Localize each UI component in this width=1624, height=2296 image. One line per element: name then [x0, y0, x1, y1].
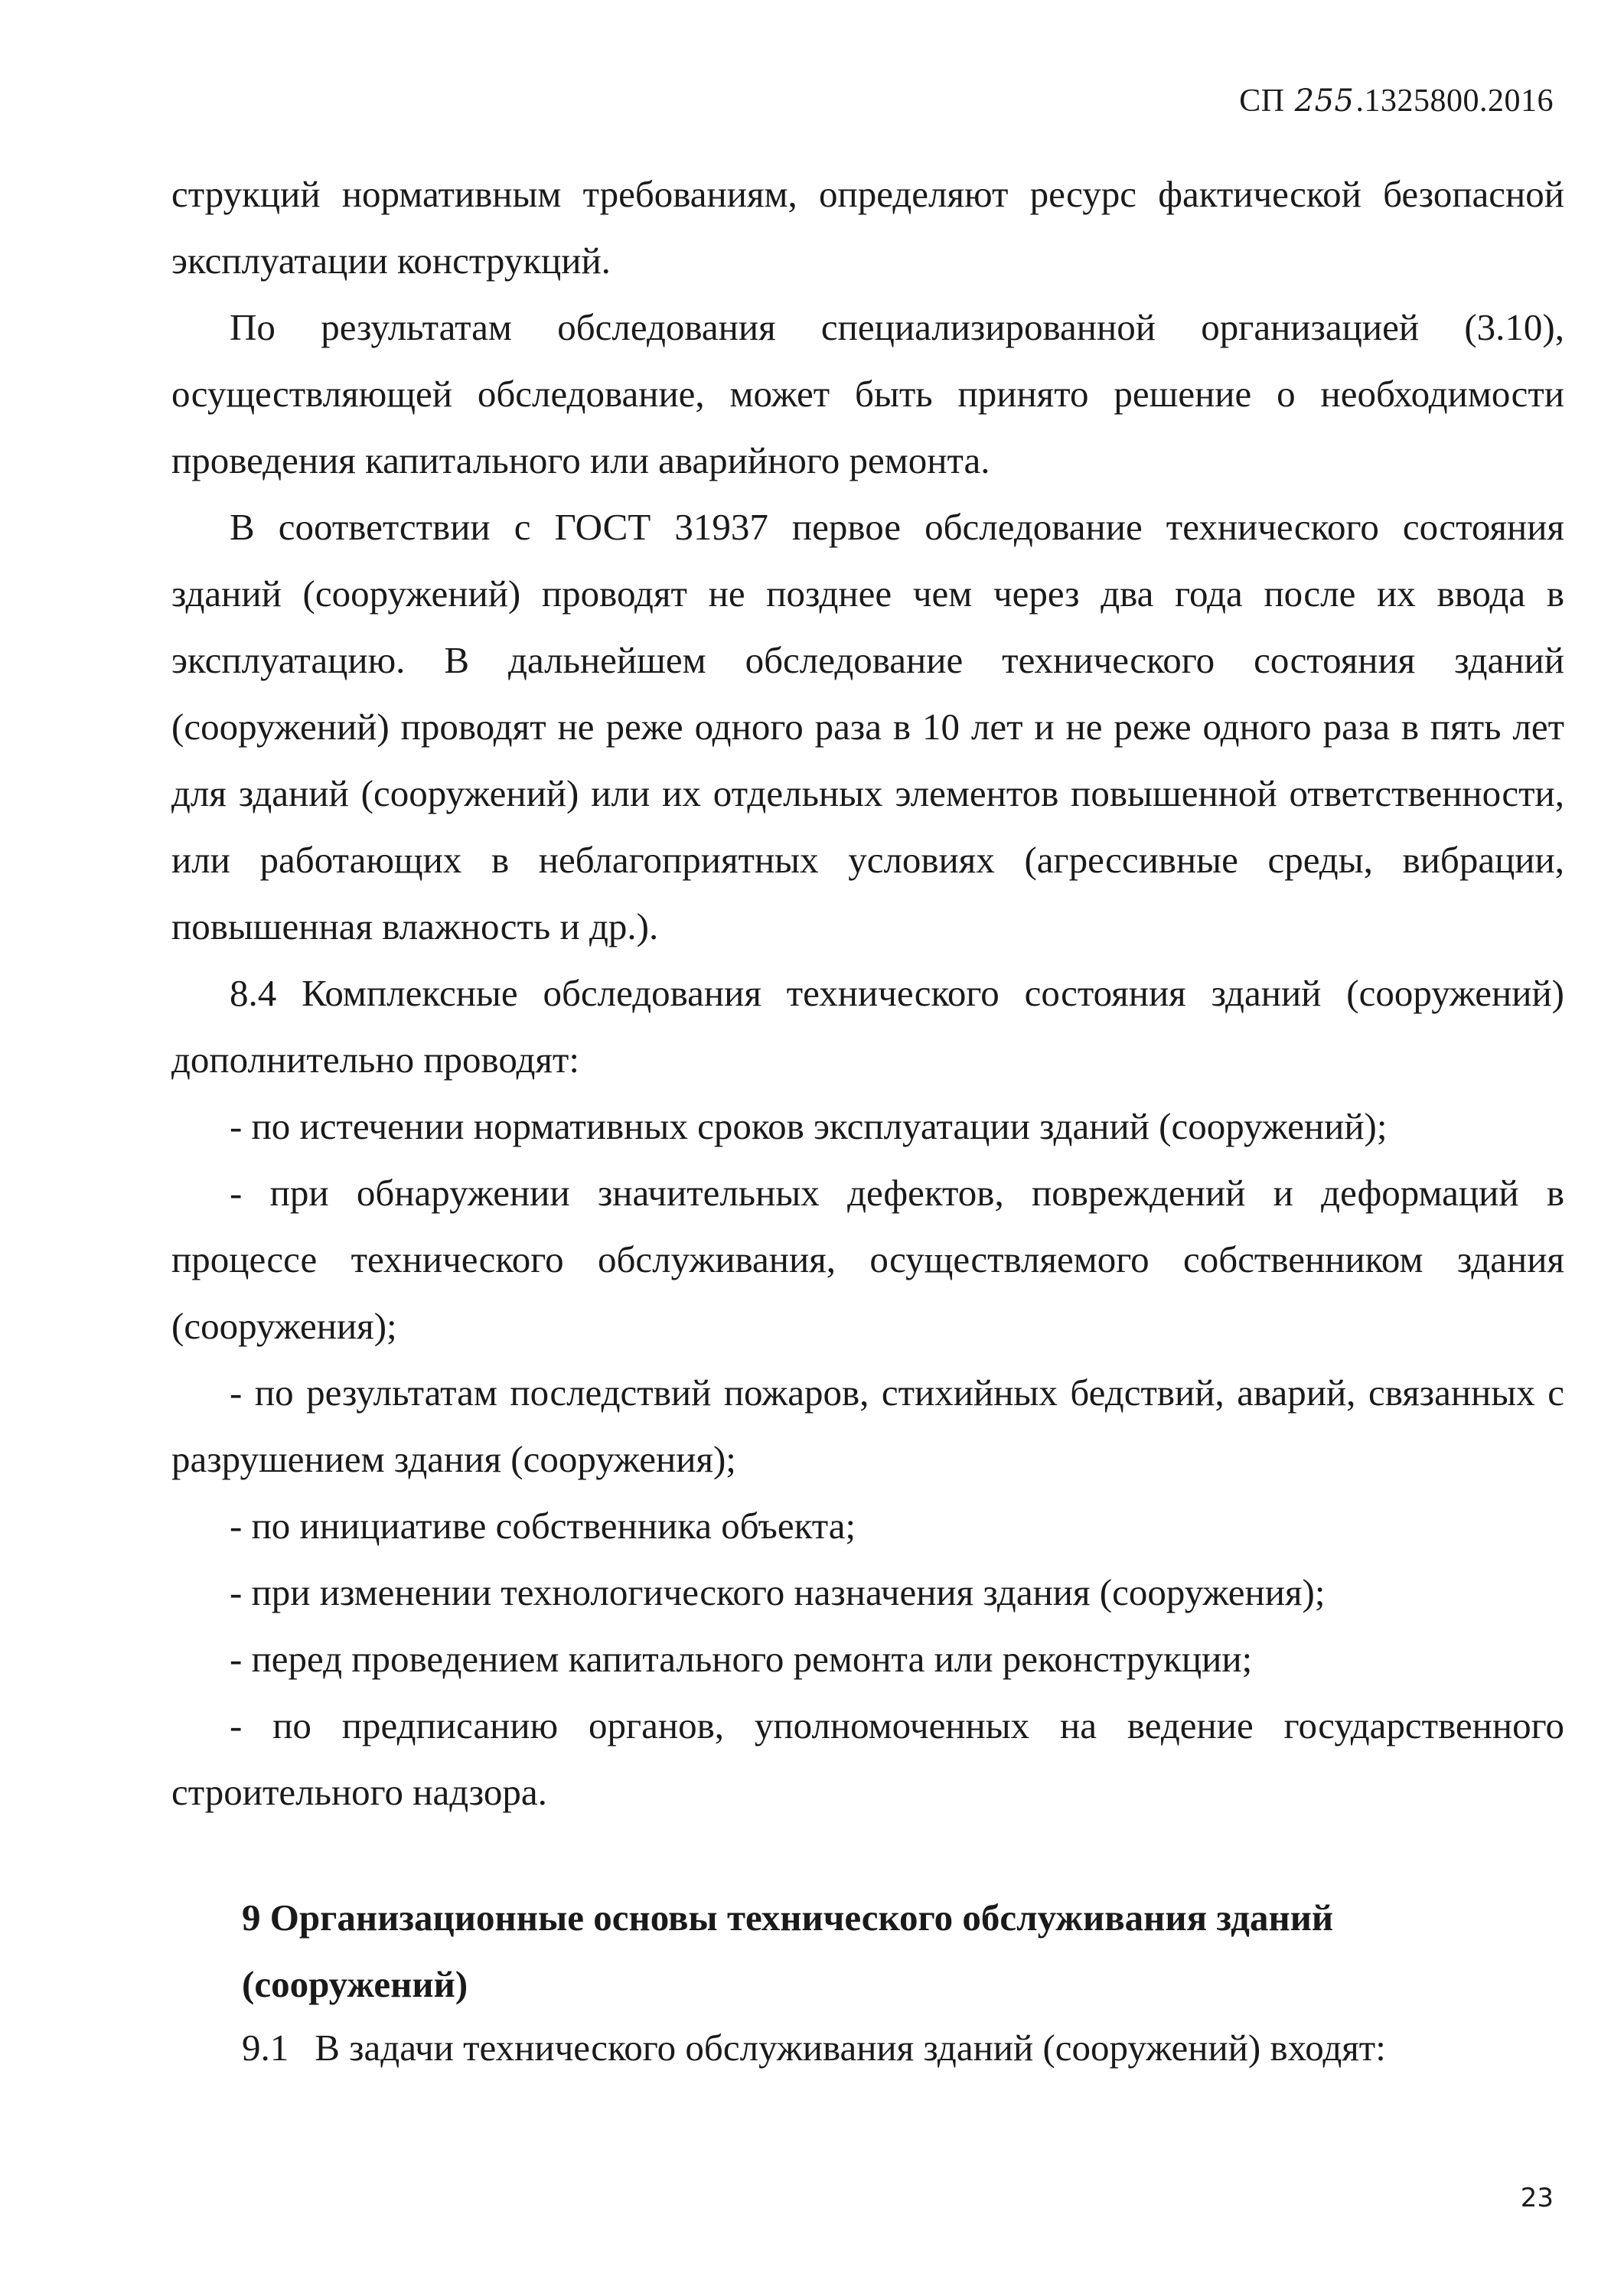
list-item: - при изменении технологического назначения здания (сооружения); [230, 1571, 1326, 1613]
list-item: - по истечении нормативных сроков эксплуатации зданий (сооружений); [230, 1105, 1388, 1147]
clause-text: В задачи технического обслуживания зданий (сооружений) входят: [315, 2027, 1386, 2069]
list-item: - по результатам последствий пожаров, стихийных бедствий, аварий, связанных с разрушением здания (сооружения); [171, 1371, 1564, 1480]
paragraph-8-4: 8.4 Комплексные обследования технического состояния зданий (сооружений) дополнительно проводят: [171, 972, 1564, 1081]
list-item: - по предписанию органов, уполномоченных на ведение государственного строительного надзора. [171, 1704, 1564, 1813]
page-number: 23 [1520, 2183, 1554, 2213]
clause-number: 9.1 [242, 2027, 289, 2069]
clause-9-1 [242, 2014, 1386, 2081]
section-heading: 9 Организационные основы технического обслуживания зданий (сооружений) [242, 1896, 1334, 2005]
document-code [1239, 83, 1554, 119]
paragraph-gost: В соответствии с ГОСТ 31937 первое обследование технического состояния зданий (сооружений) проводят не позднее чем через два года после их ввода в эксплуатацию. В дальнейшем обследование технического состояния зданий (сооружений) проводят не реже одного раза в 10 лет и не реже одного раза в пять лет для зданий (сооружений) или их отдельных элементов повышенной ответственности, или работающих в неблагоприятных условиях (агрессивные среды, вибрации, повышенная влажность и др.). [171, 506, 1564, 947]
list-item: - при обнаружении значительных дефектов, повреждений и деформаций в процессе технического обслуживания, осуществляемого собственником здания (сооружения); [171, 1172, 1564, 1347]
code-prefix: СП [1239, 83, 1285, 119]
list-item: - перед проведением капитального ремонта или реконструкции; [230, 1638, 1253, 1680]
paragraph-survey-results: По результатам обследования специализированной организацией (3.10), осуществляющей обследование, может быть принято решение о необходимости проведения капитального или аварийного ремонта. [171, 306, 1564, 481]
paragraph-continuation: струкций нормативным требованиям, определяют ресурс фактической безопасной эксплуатации конструкций. [171, 173, 1564, 282]
body-text [171, 161, 1564, 1825]
list-item: - по инициативе собственника объекта; [230, 1505, 856, 1547]
handwritten-number: 255 [1294, 83, 1355, 119]
code-suffix: .1325800.2016 [1355, 83, 1554, 119]
